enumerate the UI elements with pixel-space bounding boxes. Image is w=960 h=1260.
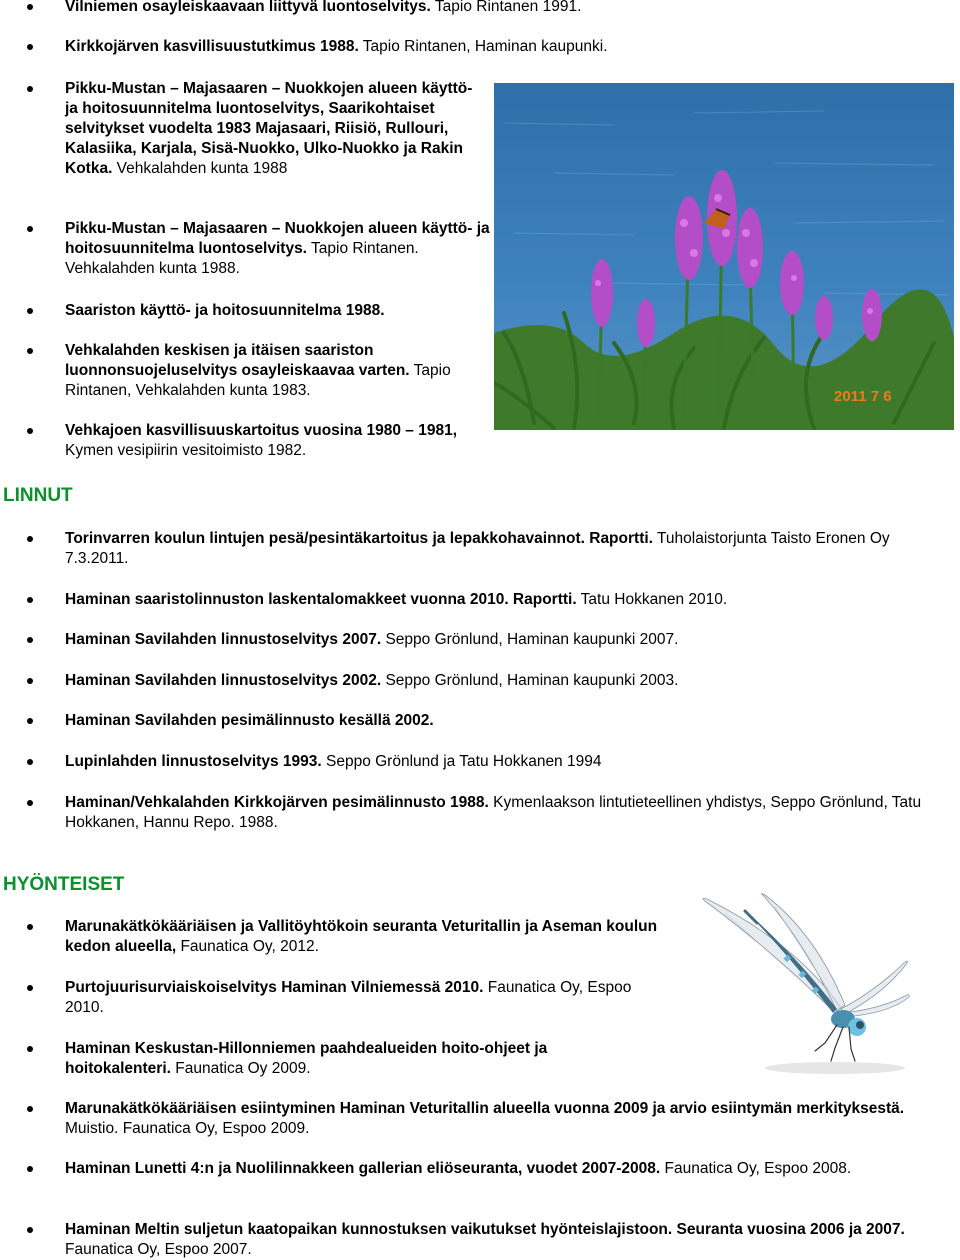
item-title: Haminan Savilahden linnustoselvitys 2002. [65,672,382,689]
item-title: Pikku-Mustan – Majasaaren – Nuokkojen alueen käyttö- ja hoitosuunnitelma luontoselvitys, Saarikohtaiset selvitykset vuodelta 1983 Majasaari, Riisiö, Rullouri, Kalasiika, Karjala, Sisä-Nuokko, Ulko-Nuokko ja Rakin Kotka. [65,80,473,177]
bullet-icon [27,718,33,724]
list-item [65,1099,950,1139]
list-item [65,793,945,833]
bullet-icon [27,86,33,92]
item-detail: Tapio Rintanen, Vehkalahden kunta 1983. [65,362,451,399]
loosestrife-photo [494,83,954,430]
item-detail: Faunatica Oy, 2012. [176,938,319,955]
item-title: Haminan Keskustan-Hillonniemen paahdealueiden hoito-ohjeet ja hoitokalenteri. [65,1040,548,1077]
list-item [65,301,485,321]
item-title: Vilniemen osayleiskaavaan liittyvä luontoselvitys. [65,0,431,15]
list-item [65,630,945,650]
item-title: Saariston käyttö- ja hoitosuunnitelma 1988. [65,302,385,319]
list-item [65,917,680,957]
item-detail: Muistio. Faunatica Oy, Espoo 2009. [65,1120,310,1137]
item-detail: Tuholaistorjunta Taisto Eronen Oy 7.3.2011. [65,530,890,567]
bullet-icon [27,1046,33,1052]
bullet-icon [27,924,33,930]
item-title: Vehkajoen kasvillisuuskartoitus vuosina 1980 – 1981, [65,422,458,439]
item-detail: Tapio Rintanen, Haminan kaupunki. [358,38,608,55]
bullet-icon [27,348,33,354]
list-item [65,341,455,401]
section-heading-insects: HYÖNTEISET [3,874,125,895]
dragonfly-icon [685,893,910,1078]
item-title: Vehkalahden keskisen ja itäisen saariston luonnonsuojeluselvitys osayleiskaavaa varten. [65,342,410,379]
list-item [65,421,465,461]
item-detail: Faunatica Oy, Espoo 2007. [65,1241,252,1258]
list-item [65,752,945,772]
item-title: Marunakätkökääriäisen ja Vallitöyhtökoin seuranta Veturitallin ja Aseman koulun kedon alueella, [65,918,658,955]
item-detail: Faunatica Oy 2009. [170,1060,311,1077]
bullet-icon [27,800,33,806]
item-detail: Faunatica Oy, Espoo 2008. [660,1160,852,1177]
list-item [65,1220,950,1260]
list-item [65,37,945,57]
list-item [65,1039,655,1079]
bullet-icon [27,637,33,643]
dragonfly-illustration [685,893,910,1078]
item-title: Haminan Savilahden pesimälinnusto kesällä 2002. [65,712,434,729]
list-item [65,590,945,610]
list-item [65,219,493,279]
item-detail: Seppo Grönlund, Haminan kaupunki 2003. [381,672,679,689]
item-title: Marunakätkökääriäisen esiintyminen Haminan Veturitallin alueella vuonna 2009 ja arvio esiintymän merkityksestä. [65,1100,905,1117]
bullet-icon [27,678,33,684]
bullet-icon [27,1227,33,1233]
photo-date-stamp: 2011 7 6 [834,388,892,405]
list-item [65,711,945,731]
bullet-icon [27,308,33,314]
list-item [65,529,945,569]
bullet-icon [27,1166,33,1172]
item-detail: Tatu Hokkanen 2010. [576,591,728,608]
list-item [65,978,660,1018]
bullet-icon [27,985,33,991]
bullet-icon [27,597,33,603]
item-detail: Tapio Rintanen. Vehkalahden kunta 1988. [65,240,419,277]
bullet-icon [27,226,33,232]
bullet-icon [27,759,33,765]
item-title: Lupinlahden linnustoselvitys 1993. [65,753,322,770]
bullet-icon [27,536,33,542]
item-detail: Kymenlaakson lintutieteellinen yhdistys, Seppo Grönlund, Tatu Hokkanen, Hannu Repo. 1988. [65,794,922,831]
item-title: Torinvarren koulun lintujen pesä/pesintäkartoitus ja lepakkohavainnot. Raportti. [65,530,653,547]
item-detail: Kymen vesipiirin vesitoimisto 1982. [65,442,307,459]
item-title: Kirkkojärven kasvillisuustutkimus 1988. [65,38,359,55]
bullet-icon [27,428,33,434]
item-title: Pikku-Mustan – Majasaaren – Nuokkojen alueen käyttö- ja hoitosuunnitelma luontoselvitys. [65,220,490,257]
list-item [65,79,483,179]
bullet-icon [27,4,33,10]
list-item [65,0,945,17]
item-title: Haminan Savilahden linnustoselvitys 2007. [65,631,382,648]
flower-photo-illustration [494,83,954,430]
item-title: Haminan saaristolinnuston laskentalomakkeet vuonna 2010. Raportti. [65,591,577,608]
section-heading-birds: LINNUT [3,485,73,506]
item-detail: Seppo Grönlund ja Tatu Hokkanen 1994 [321,753,602,770]
list-item [65,671,945,691]
item-detail: Seppo Grönlund, Haminan kaupunki 2007. [381,631,679,648]
item-title: Purtojuurisurviaiskoiselvitys Haminan Vilniemessä 2010. [65,979,484,996]
bullet-icon [27,44,33,50]
item-detail: Faunatica Oy, Espoo 2010. [65,979,632,1016]
list-item [65,1159,950,1179]
item-title: Haminan Meltin suljetun kaatopaikan kunnostuksen vaikutukset hyönteislajistoon. Seuranta vuosina 2006 ja 2007. [65,1221,905,1238]
item-title: Haminan/Vehkalahden Kirkkojärven pesimälinnusto 1988. [65,794,489,811]
item-title: Haminan Lunetti 4:n ja Nuolilinnakkeen gallerian eliöseuranta, vuodet 2007-2008. [65,1160,661,1177]
item-detail: Tapio Rintanen 1991. [430,0,582,15]
bullet-icon [27,1106,33,1112]
item-detail: Vehkalahden kunta 1988 [112,160,288,177]
